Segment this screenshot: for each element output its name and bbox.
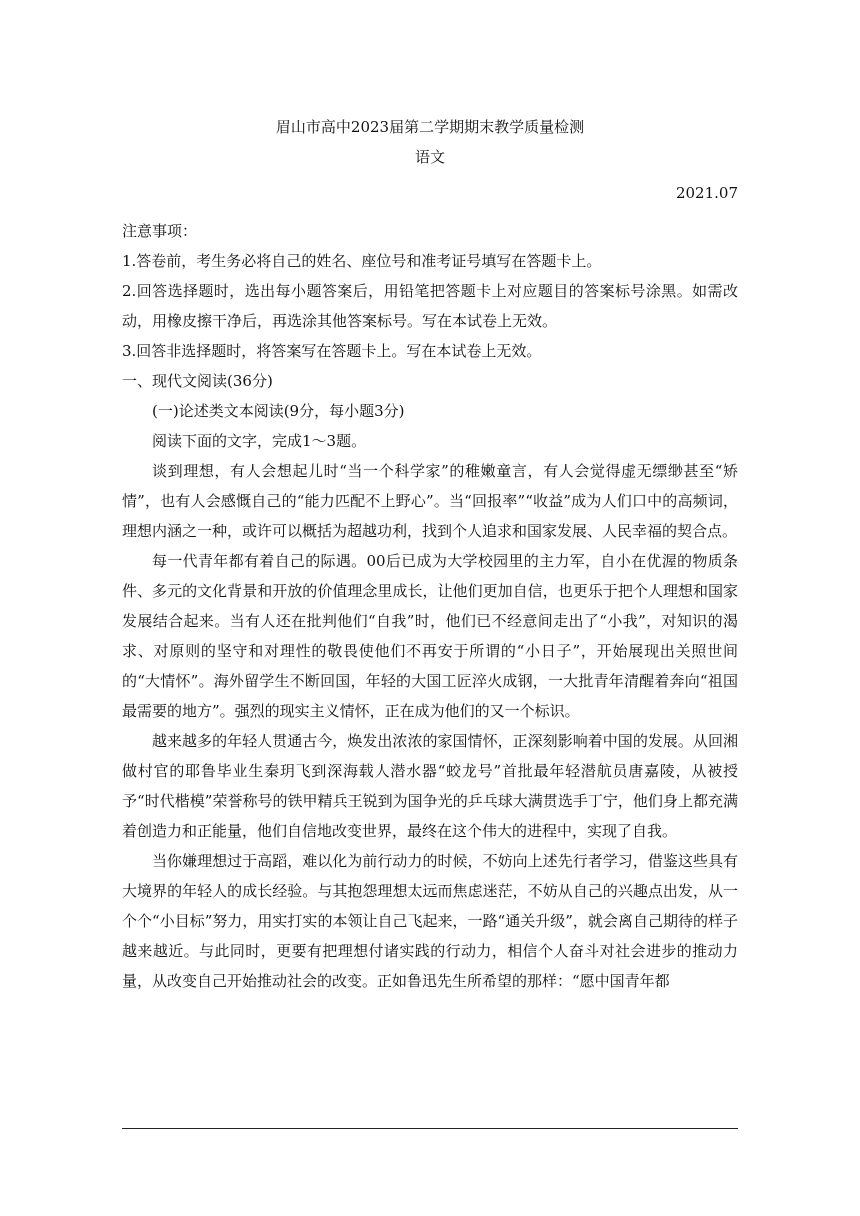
passage-paragraph-1: 谈到理想，有人会想起儿时“当一个科学家”的稚嫩童言，有人会觉得虚无缥缈甚至“矫情”，也有人会感慨自己的“能力匹配不上野心”。当“回报率”“收益”成为人们口中的高频词，理想内涵之一种，或许可以概括为超越功利，找到个人追求和国家发展、人民幸福的契合点。 (122, 462, 738, 540)
reading-instruction: 阅读下面的文字，完成1～3题。 (152, 432, 367, 450)
passage-paragraph-2: 每一代青年都有着自己的际遇。00后已成为大学校园里的主力军，自小在优渥的物质条件、多元的文化背景和开放的价值理念里成长，让他们更加自信，也更乐于把个人理想和国家发展结合起来。当有人还在批判他们“自我”时，他们已不经意间走出了“小我”，对知识的渴求、对原则的坚守和对理性的敬畏使他们不再安于所谓的“小日子”，开始展现出关照世间的“大情怀”。海外留学生不断回国，年轻的大国工匠淬火成钢，一大批青年清醒着奔向“祖国最需要的地方”。强烈的现实主义情怀，正在成为他们的又一个标识。 (122, 552, 738, 720)
notice-item-2: 2.回答选择题时，选出每小题答案后，用铅笔把答题卡上对应题目的答案标号涂黑。如需改动，用橡皮擦干净后，再选涂其他答案标号。写在本试卷上无效。 (122, 282, 738, 330)
passage-paragraph-4: 当你嫌理想过于高蹈，难以化为前行动力的时候，不妨向上述先行者学习，借鉴这些具有大境界的年轻人的成长经验。与其抱怨理想太远而焦虑迷茫，不妨从自己的兴趣点出发，从一个个“小目标”努力，用实打实的本领让自己飞起来，一路“通关升级”，就会离自己期待的样子越来越近。与此同时，更要有把理想付诸实践的行动力，相信个人奋斗对社会进步的推动力量，从改变自己开始推动社会的改变。正如鲁迅先生所希望的那样：“愿中国青年都 (122, 852, 738, 990)
notice-heading: 注意事项： (122, 222, 198, 240)
notice-item-1: 1.答卷前，考生务必将自己的姓名、座位号和准考证号填写在答题卡上。 (122, 252, 602, 270)
page-content (122, 112, 738, 996)
footer-divider (122, 1128, 738, 1129)
exam-title: 眉山市高中2023届第二学期期末教学质量检测 (275, 118, 585, 136)
notice-item-3: 3.回答非选择题时，将答案写在答题卡上。写在本试卷上无效。 (122, 342, 542, 360)
section-subheading: (一)论述类文本阅读(9分，每小题3分) (152, 402, 405, 420)
section-heading: 一、现代文阅读(36分) (122, 372, 273, 390)
exam-date: 2021.07 (675, 184, 738, 202)
passage-paragraph-3: 越来越多的年轻人贯通古今，焕发出浓浓的家国情怀，正深刻影响着中国的发展。从回湘做村官的耶鲁毕业生秦玥飞到深海载人潜水器“蛟龙号”首批最年轻潜航员唐嘉陵，从被授予“时代楷模”荣誉称号的铁甲精兵王锐到为国争光的乒乓球大满贯选手丁宁，他们身上都充满着创造力和正能量，他们自信地改变世界，最终在这个伟大的进程中，实现了自我。 (122, 732, 738, 840)
exam-subject: 语文 (414, 148, 445, 166)
